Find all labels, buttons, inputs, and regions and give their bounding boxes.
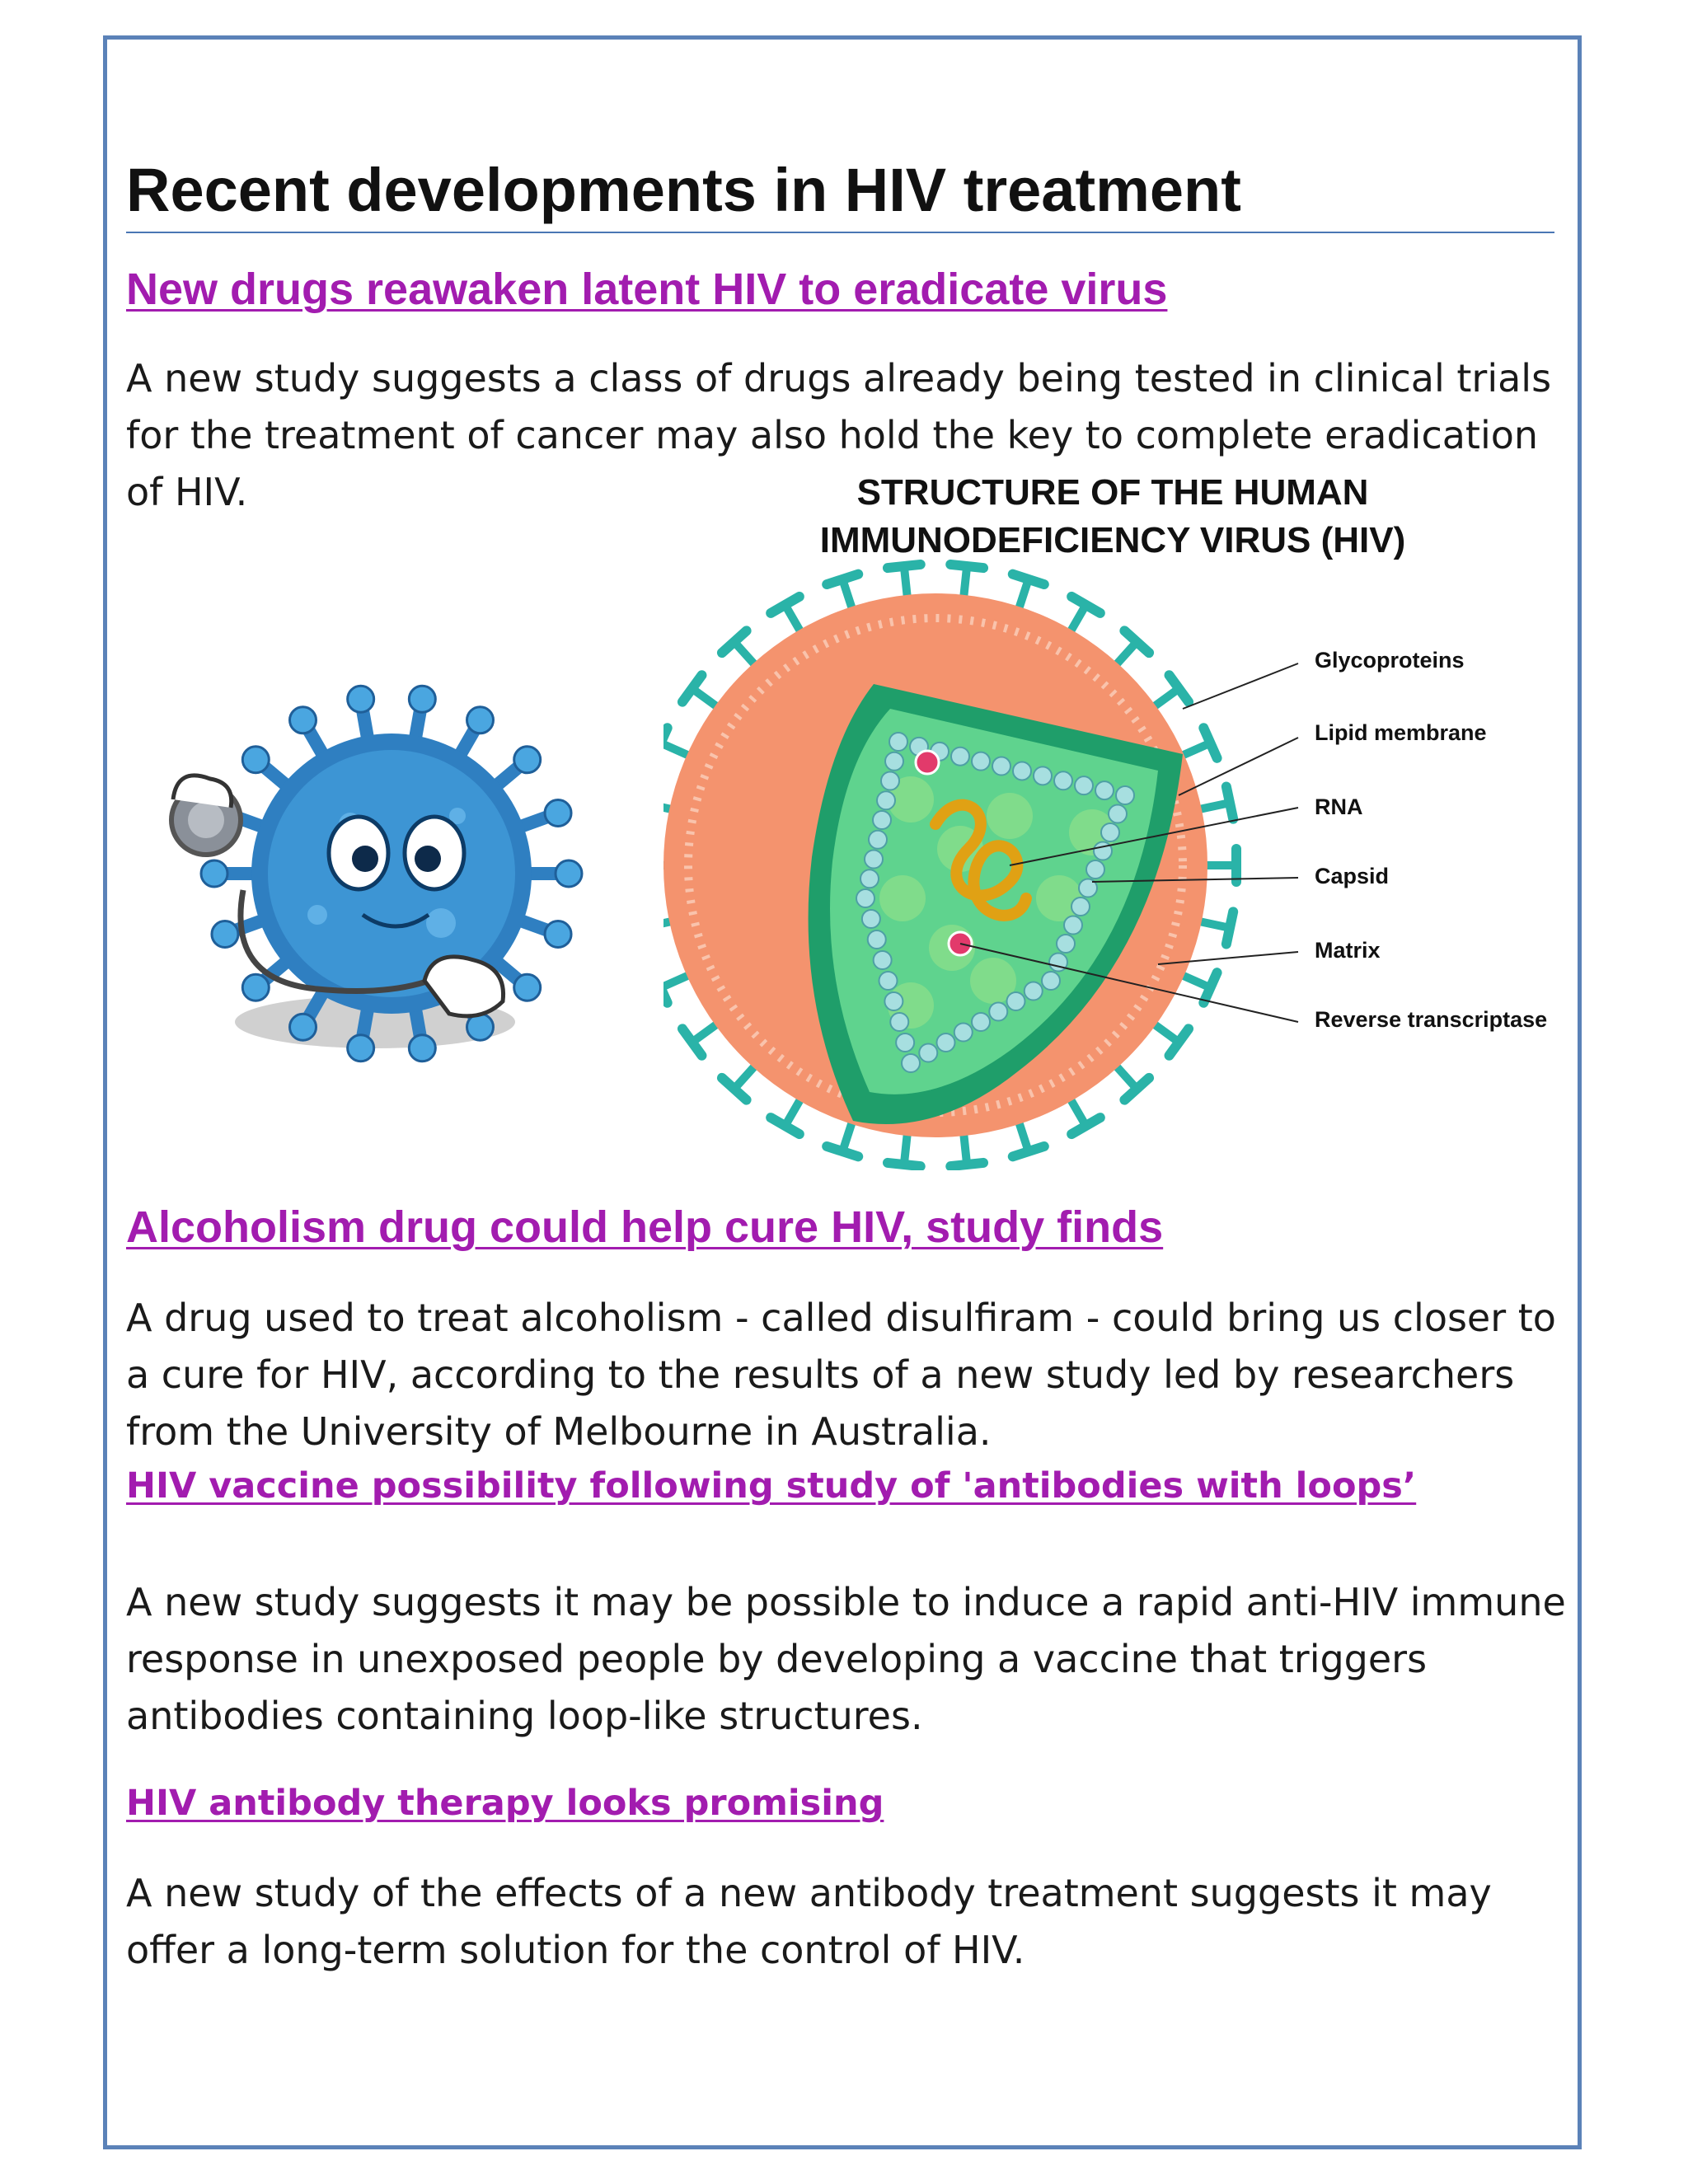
article-body-antibody-therapy [126, 1865, 1560, 1979]
article-headline-antibody-therapy[interactable]: HIV antibody therapy looks promising [126, 1783, 884, 1824]
label-lipid-membrane: Lipid membrane [1315, 720, 1487, 745]
article-body-vaccine [126, 1574, 1566, 1745]
label-capsid: Capsid [1315, 864, 1390, 888]
body-line: of HIV. [126, 470, 248, 514]
body-line: from the University of Melbourne in Australia. [126, 1409, 992, 1454]
title-divider [126, 232, 1554, 233]
label-glycoproteins: Glycoproteins [1315, 648, 1465, 673]
body-line: A new study of the effects of a new antibody treatment suggests it may [126, 1871, 1492, 1915]
body-line: A new study suggests it may be possible to induce a rapid anti-HIV immune [126, 1580, 1566, 1624]
article-body-alcoholism [126, 1290, 1560, 1460]
label-matrix: Matrix [1315, 938, 1381, 963]
body-line: offer a long-term solution for the control of HIV. [126, 1928, 1025, 1972]
label-reverse-transcriptase: Reverse transcriptase [1315, 1007, 1548, 1032]
diagram-title-line2: IMMUNODEFICIENCY VIRUS (HIV) [819, 520, 1406, 560]
label-rna: RNA [1315, 794, 1363, 819]
reverse-transcriptase [916, 751, 939, 774]
body-line: for the treatment of cancer may also hold the key to complete eradication [126, 413, 1539, 457]
article-headline-alcoholism[interactable]: Alcoholism drug could help cure HIV, study finds [126, 1202, 1164, 1252]
body-line: a cure for HIV, according to the results of a new study led by researchers [126, 1352, 1515, 1397]
body-line: A drug used to treat alcoholism - called disulfiram - could bring us closer to [126, 1296, 1556, 1340]
article-headline-vaccine[interactable]: HIV vaccine possibility following study of 'antibodies with loops’ [126, 1465, 1417, 1507]
page-title: Recent developments in HIV treatment [126, 156, 1241, 224]
virus-doctor-mascot [128, 635, 606, 1080]
article-headline-reawaken[interactable]: New drugs reawaken latent HIV to eradicate virus [126, 265, 1168, 314]
diagram-title-line1: STRUCTURE OF THE HUMAN [856, 472, 1369, 513]
body-line: antibodies containing loop-like structures. [126, 1694, 923, 1738]
body-line: A new study suggests a class of drugs already being tested in clinical trials [126, 356, 1552, 401]
hiv-structure-diagram [663, 470, 1570, 1170]
body-line: response in unexposed people by developing a vaccine that triggers [126, 1637, 1428, 1681]
